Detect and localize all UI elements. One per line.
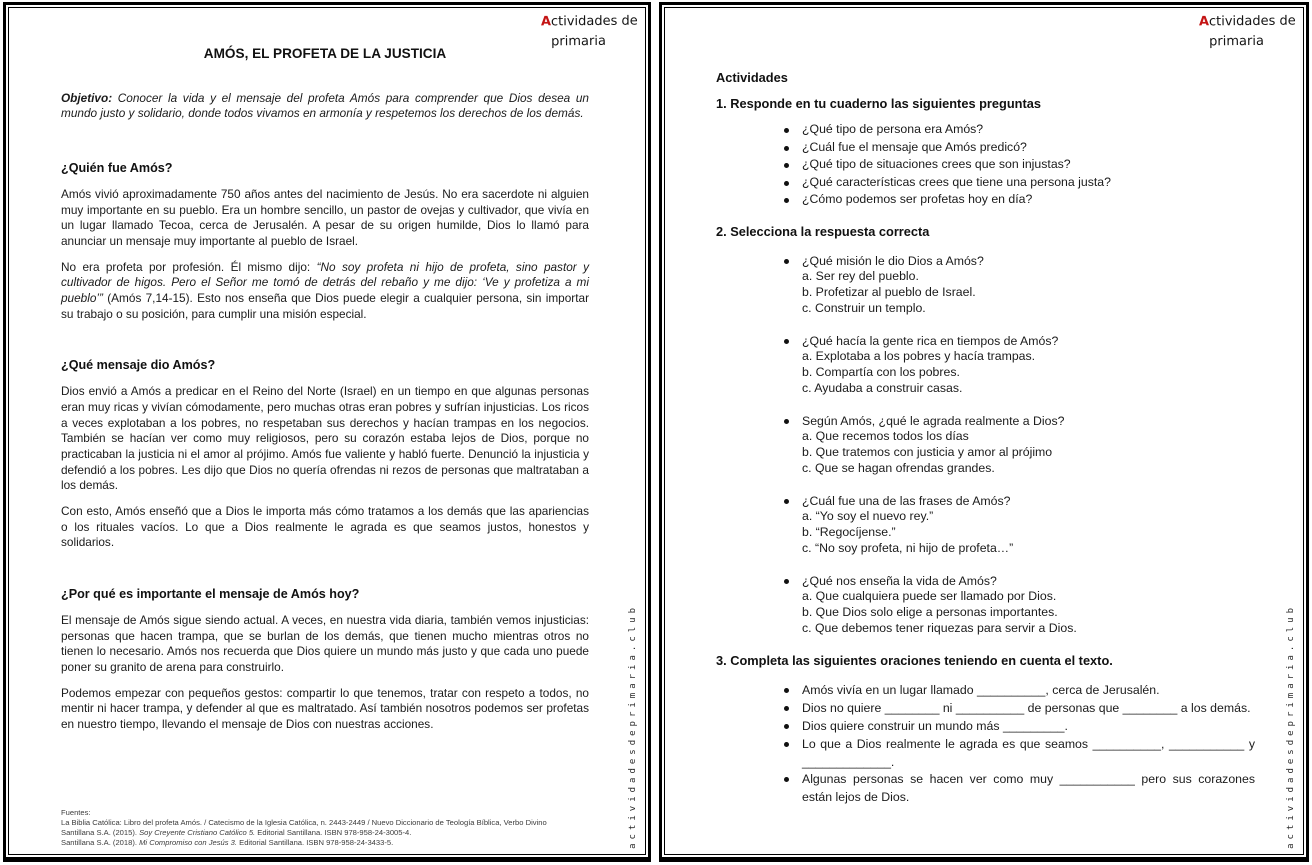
activity-3-fill-in-list [716, 682, 1257, 807]
sources-label: Fuentes: [61, 808, 91, 817]
activity-1-question-list [716, 121, 1257, 209]
paragraph-hoy-2: Podemos empezar con pequeños gestos: compartir lo que tenemos, tratar con respeto a todos, no mentir ni hacer trampa, y defender al que es maltratado. Así también nosotros podemos ser profetas en nuestro tiempo, llevando el mensaje de Dios con nuestras acciones. [61, 685, 589, 732]
objective-paragraph: Objetivo: Conocer la vida y el mensaje del profeta Amós para comprender que Dios desea un mundo justo y solidario, donde todos vivamos en armonía y respetemos los derechos de los demás. [61, 90, 589, 121]
logo-initial: A [540, 14, 552, 30]
objective-label: Objetivo: [61, 90, 113, 105]
paragraph-hoy-1: El mensaje de Amós sigue siendo actual. A veces, en nuestra vida diaria, también vemos injusticias: personas que hacen trampa, que se burlan de los demás, que tienen mucho mientras otros no tienen lo necesario. Amós nos recuerda que Dios quiere un mundo más justo y que cada uno puede poner su granito de arena para construirlo. [61, 612, 589, 674]
document-title: AMÓS, EL PROFETA DE LA JUSTICIA [203, 46, 447, 61]
page-1-content [9, 8, 645, 733]
quiz-question: ¿Qué nos enseña la vida de Amós? [782, 573, 1257, 590]
quiz-question: Según Amós, ¿qué le agrada realmente a Dios? [782, 413, 1257, 430]
quiz-question-block [716, 253, 1257, 317]
quiz-option-b: b. Compartía con los pobres. [802, 365, 960, 380]
page-2-content [665, 8, 1303, 807]
sources-line-3: Santillana S.A. (2018). Mi Compromiso con Jesús 3. Editorial Santillana. ISBN 978-958-24-3433-5. [61, 838, 394, 847]
page-1-inner-frame [8, 7, 646, 855]
quiz-question-block [716, 413, 1257, 477]
activity-3-heading: 3. Completa las siguientes oraciones teniendo en cuenta el texto. [716, 653, 1113, 669]
site-logo [1199, 12, 1296, 53]
activities-heading: Actividades [716, 70, 788, 85]
logo-initial: A [1198, 14, 1210, 30]
quiz-question: ¿Qué hacía la gente rica en tiempos de Amós? [782, 333, 1257, 350]
fill-in-item: Amós vivía en un lugar llamado __________, cerca de Jerusalén. [782, 682, 1257, 700]
quiz-option-a: a. Ser rey del pueblo. [802, 269, 919, 284]
list-item: ¿Qué tipo de persona era Amós? [782, 121, 1257, 139]
quiz-option-a: a. Que recemos todos los días [802, 429, 969, 444]
paragraph-quien-fue-2: No era profeta por profesión. Él mismo dijo: “No soy profeta ni hijo de profeta, sino pastor y cultivador de higos. Pero el Señor me tomó de detrás del rebaño y me dijo: ‘Ve y profetiza a mi pueblo’” (Amós 7,14-15). Esto nos enseña que Dios puede elegir a cualquier persona, sin importar su trabajo o su posición, para cumplir una misión especial. [61, 259, 589, 321]
quiz-option-a: a. Que cualquiera puede ser llamado por Dios. [802, 589, 1057, 604]
site-logo [541, 12, 638, 53]
quiz-question-block [716, 333, 1257, 397]
section-heading-que-mensaje: ¿Qué mensaje dio Amós? [61, 358, 216, 373]
fill-in-item: Dios quiere construir un mundo más _________. [782, 718, 1257, 736]
activity-1-heading: 1. Responde en tu cuaderno las siguientes preguntas [716, 96, 1041, 111]
logo-line-2: primaria [1209, 33, 1265, 50]
quiz-option-a: a. “Yo soy el nuevo rey.” [802, 509, 934, 524]
sources-line-1: La Biblia Católica: Libro del profeta Amós. / Catecismo de la Iglesia Católica, n. 2443-2449 / Nuevo Diccionario de Teología Bíblica, Verbo Divino [61, 818, 547, 827]
quiz-option-b: b. Que Dios solo elige a personas importantes. [802, 604, 1058, 619]
logo-line-1: Actividades de [540, 13, 638, 30]
watermark-url: actividadesdeprimaria.club [628, 604, 638, 849]
paragraph-quien-fue-1: Amós vivió aproximadamente 750 años antes del nacimiento de Jesús. No era sacerdote ni alguien muy importante en su pueblo. Era un hombre sencillo, un pastor de ovejas y cultivador, que vivía en un lugar llamado Tecoa, cerca de Jerusalén. A pesar de su origen humilde, Dios lo llamó para anunciar un mensaje muy importante al pueblo de Israel. [61, 186, 589, 248]
quiz-option-a: a. Explotaba a los pobres y hacía trampas. [802, 349, 1036, 364]
quiz-option-c: c. “No soy profeta, ni hijo de profeta…” [802, 540, 1014, 555]
fill-in-item: Algunas personas se hacen ver como muy ___________ pero sus corazones están lejos de Dios. [782, 771, 1257, 807]
activity-2-heading: 2. Selecciona la respuesta correcta [716, 223, 930, 239]
sources-footnote [61, 808, 605, 848]
quiz-option-c: c. Ayudaba a construir casas. [802, 380, 963, 395]
list-item: ¿Cuál fue el mensaje que Amós predicó? [782, 139, 1257, 157]
paragraph-mensaje-2: Con esto, Amós enseñó que a Dios le importa más cómo tratamos a los demás que las apariencias o los rituales vacíos. Lo que a Dios realmente le agrada es que seamos justos, honestos y solidarios. [61, 504, 589, 550]
quiz-option-b: b. Que tratemos con justicia y amor al prójimo [802, 445, 1053, 460]
bible-quote: “No soy profeta ni hijo de profeta, sino pastor y cultivador de higos. Pero el Señor me tomó de detrás del rebaño y me dijo: ‘Ve y profetiza a mi pueblo’” [61, 259, 589, 306]
quiz-question: ¿Cuál fue una de las frases de Amós? [782, 493, 1257, 510]
worksheet-page-1 [3, 2, 651, 862]
logo-line-2: primaria [551, 33, 607, 50]
watermark-url: actividadesdeprimaria.club [1286, 604, 1296, 849]
page-2-inner-frame [664, 7, 1304, 855]
worksheet-page-2 [659, 2, 1309, 862]
quiz-question-block [716, 573, 1257, 637]
quiz-question: ¿Qué misión le dio Dios a Amós? [782, 253, 1257, 270]
quiz-option-b: b. “Regocíjense.” [802, 524, 896, 539]
list-item: ¿Qué tipo de situaciones crees que son injustas? [782, 156, 1257, 174]
list-item: ¿Cómo podemos ser profetas hoy en día? [782, 191, 1257, 209]
quiz-option-c: c. Que debemos tener riquezas para servir a Dios. [802, 620, 1077, 635]
list-item: ¿Qué características crees que tiene una persona justa? [782, 174, 1257, 192]
fill-in-item: Lo que a Dios realmente le agrada es que seamos __________, ___________ y _____________. [782, 736, 1257, 772]
section-heading-quien-fue-amos: ¿Quién fue Amós? [61, 161, 173, 176]
quiz-option-c: c. Construir un templo. [802, 301, 926, 316]
sources-line-2: Santillana S.A. (2015). Soy Creyente Cristiano Católico 5. Editorial Santillana. ISBN 978-958-24-3005-4. [61, 828, 412, 837]
quiz-question-block [716, 493, 1257, 557]
logo-line-1: Actividades de [1198, 13, 1296, 30]
quiz-option-c: c. Que se hagan ofrendas grandes. [802, 460, 995, 475]
paragraph-mensaje-1: Dios envió a Amós a predicar en el Reino del Norte (Israel) en un tiempo en que algunas personas eran muy ricas y vivían cómodamente, pero muchas otras eran pobres y sufrían injusticias. Los ricos a veces explotaban a los pobres, no respetaban sus derechos y hacían trampas en los negocios. También se hacían ver como muy religiosos, pero su corazón estaba lejos de Dios, porque no practicaban la justicia ni el amor al prójimo. Amós fue valiente y habló fuerte. Denunció la injusticia y defendió a los pobres. Les dijo que Dios no quería ofrendas ni rezos de personas que maltrataban a los demás. [61, 384, 589, 493]
section-heading-importancia-hoy: ¿Por qué es importante el mensaje de Amós hoy? [61, 587, 360, 602]
fill-in-item: Dios no quiere ________ ni __________ de personas que ________ a los demás. [782, 700, 1257, 718]
quiz-option-b: b. Profetizar al pueblo de Israel. [802, 285, 976, 300]
